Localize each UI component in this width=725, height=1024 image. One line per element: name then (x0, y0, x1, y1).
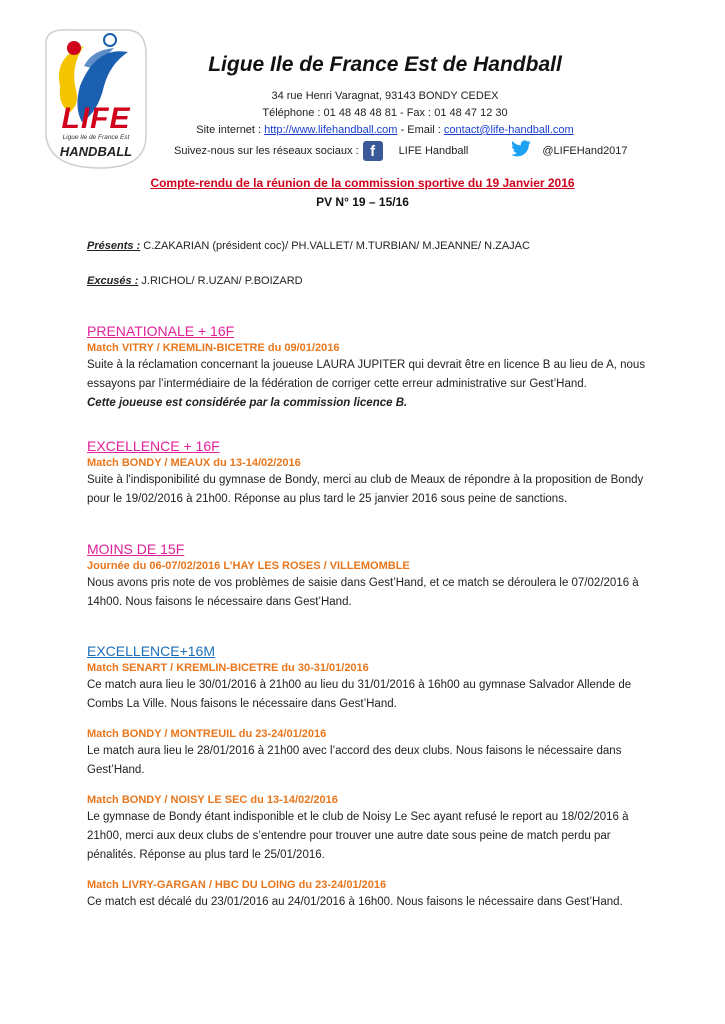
address: 34 rue Henri Varagnat, 93143 BONDY CEDEX (271, 90, 499, 102)
facebook-name[interactable]: LIFE Handball (398, 144, 469, 157)
organization-title: Ligue Ile de France Est de Handball (208, 53, 562, 76)
body-line: Ce match est décalé du 23/01/2016 au 24/01/2016 à 16h00. Nous faisons le nécessaire dans Gest’Hand. (87, 896, 623, 908)
present-names: C.ZAKARIAN (président coc)/ PH.VALLET/ M.TURBIAN/ M.JEANNE/ N.ZAJAC (140, 240, 530, 252)
body-line: Nous avons pris note de vos problèmes de saisie dans Gest’Hand, et ce match se déroulera le 07/02/2016 à (87, 577, 639, 589)
body-line: Combs La Ville. Nous faisons le nécessaire dans Gest’Hand. (87, 698, 397, 710)
body-line: Le gymnase de Bondy étant indisponible et le club de Noisy Le Sec ayant refusé le report au 18/02/2016 à (87, 811, 629, 823)
body-line: Suite à la réclamation concernant la joueuse LAURA JUPITER qui devrait être en licence B au lieu de A, nous (87, 359, 646, 371)
body-line: Suite à l'indisponibilité du gymnase de Bondy, merci au club de Meaux de répondre à la proposition de Bondy (87, 474, 644, 486)
match-heading: Match BONDY / MEAUX du 13-14/02/2016 (87, 457, 301, 469)
section-title: MOINS DE 15F (87, 541, 185, 557)
body-line: pour le 19/02/2016 à 21h00. Réponse au plus tard le 25 janvier 2016 sous peine de sanctions. (87, 493, 568, 505)
section-title: PRENATIONALE + 16F (87, 323, 235, 339)
life-handball-logo (40, 26, 150, 172)
section-excellence-16m (87, 642, 677, 912)
body-line: 14h00. Nous faisons le nécessaire dans Gest’Hand. (87, 596, 352, 608)
excused-label: Excusés : (87, 275, 139, 287)
match-heading: Match BONDY / MONTREUIL du 23-24/01/2016 (87, 728, 327, 740)
website-link[interactable]: http://www.lifehandball.com (264, 124, 398, 136)
pv-number: PV N° 19 – 15/16 (316, 195, 409, 209)
match-heading: Match BONDY / NOISY LE SEC du 13-14/02/2016 (87, 794, 338, 806)
twitter-handle[interactable]: @LIFEHand2017 (542, 144, 628, 157)
decision-line: Cette joueuse est considérée par la commission licence B. (87, 397, 408, 409)
section-excellence-16f (87, 437, 677, 509)
section-title: EXCELLENCE+16M (87, 643, 216, 659)
social-label: Suivez-nous sur les réseaux sociaux : (174, 144, 359, 157)
section-prenationale-16f (87, 322, 677, 413)
body-line: 21h00, merci aux deux clubs de s’entendre pour trouver une autre date sous peine de match perdu par (87, 830, 611, 842)
site-label: Site internet : (196, 124, 265, 136)
social-networks (160, 140, 630, 161)
email-link[interactable]: contact@life-handball.com (443, 124, 574, 136)
letterhead (160, 52, 610, 139)
present-label: Présents : (87, 240, 141, 252)
body-line: Ce match aura lieu le 30/01/2016 à 21h00 au lieu du 31/01/2016 à 16h00 au gymnase Salvador Allende de (87, 679, 632, 691)
report-title: Compte-rendu de la réunion de la commission sportive du 19 Janvier 2016 (150, 176, 575, 190)
section-moins-15f (87, 540, 677, 612)
body-line: essayons par l’intermédiaire de la fédération de corriger cette erreur administrative sur Gest’Hand. (87, 378, 587, 390)
email-separator: - Email : (397, 124, 444, 136)
body-line: pénalités. Réponse au plus tard le 25/01/2016. (87, 849, 325, 861)
logo-sport: HANDBALL (59, 144, 133, 159)
excused-line (87, 275, 303, 287)
logo-subtitle: Ligue Ile de France Est (62, 134, 130, 141)
section-title: EXCELLENCE + 16F (87, 438, 220, 454)
present-line (87, 240, 530, 252)
phone-fax-line: Téléphone : 01 48 48 48 81 - Fax : 01 48 47 12 30 (262, 107, 508, 119)
match-heading: Match LIVRY-GARGAN / HBC DU LOING du 23-24/01/2016 (87, 879, 387, 891)
match-heading: Match VITRY / KREMLIN-BICETRE du 09/01/2016 (87, 342, 340, 354)
logo-brand: LIFE (61, 102, 131, 135)
contact-line (160, 122, 610, 139)
twitter-icon[interactable] (510, 140, 532, 161)
body-line: Le match aura lieu le 28/01/2016 à 21h00 avec l’accord des deux clubs. Nous faisons le nécessaire dans (87, 745, 622, 757)
facebook-icon[interactable]: f (363, 141, 383, 161)
match-heading: Match SENART / KREMLIN-BICETRE du 30-31/01/2016 (87, 662, 369, 674)
match-heading: Journée du 06-07/02/2016 L’HAY LES ROSES / VILLEMOMBLE (87, 560, 410, 572)
body-line: Gest’Hand. (87, 764, 145, 776)
excused-names: J.RICHOL/ R.UZAN/ P.BOIZARD (138, 275, 303, 287)
